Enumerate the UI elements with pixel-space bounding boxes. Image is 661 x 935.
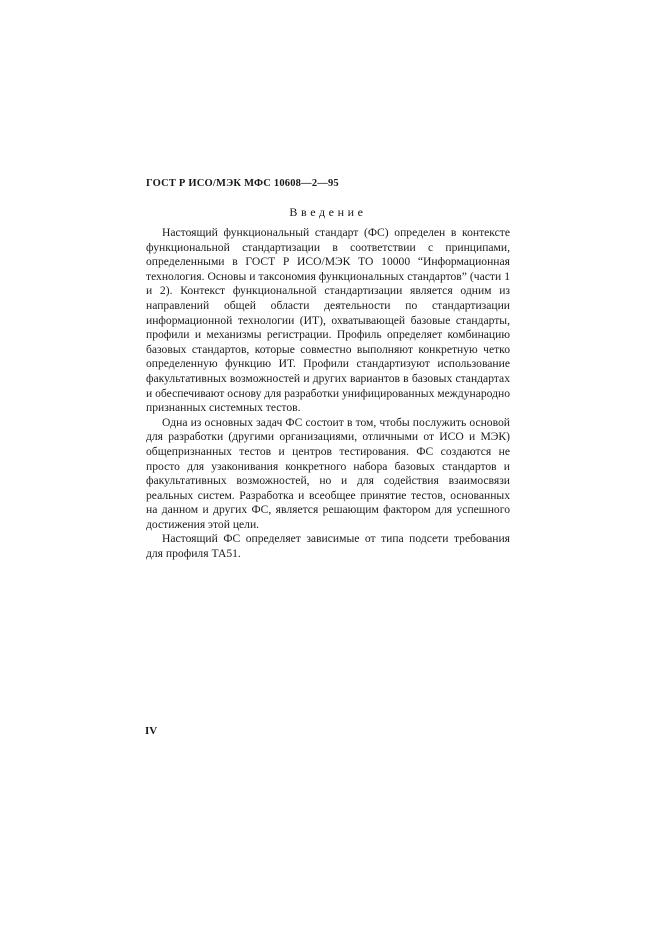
section-title: Введение xyxy=(289,205,367,219)
paragraph-scope: Настоящий ФС определяет зависимые от типа подсети требования для профиля ТА51. xyxy=(146,532,510,561)
document-header: ГОСТ Р ИСО/МЭК МФС 10608—2—95 xyxy=(146,178,339,189)
paragraph-intro: Настоящий функциональный стандарт (ФС) определен в контексте функциональной стандартизации в соответствии с принципами, определенными в ГОСТ Р ИСО/МЭК ТО 10000 “Информационная технология. Основы и таксономия функциональных стандартов” (части 1 и 2). Контекст функциональной стандартизации является одним из направлений общей области деятельности по стандартизации информационной технологии (ИТ), охватывающей базовые стандарты, профили и механизмы регистрации. Профиль определяет комбинацию базовых стандартов, которые совместно выполняют конкретную четко определенную функцию ИТ. Профили стандартизуют использование факультативных возможностей и других вариантов в базовых стандартах и обеспечивают основу для разработки унифицированных международно признанных системных тестов. xyxy=(146,226,510,415)
body-text xyxy=(146,226,510,562)
page-number: IV xyxy=(145,725,158,737)
paragraph-objective: Одна из основных задач ФС состоит в том, чтобы послужить основой для разработки (другими организациями, отличными от ИСО и МЭК) общепризнанных тестов и центров тестирования. ФС создаются не просто для узаконивания конкретного набора базовых стандартов и факультативных возможностей, но и для содействия взаимосвязи реальных систем. Разработка и всеобщее принятие тестов, основанных на данном и других ФС, является решающим фактором для успешного достижения этой цели. xyxy=(146,415,510,531)
